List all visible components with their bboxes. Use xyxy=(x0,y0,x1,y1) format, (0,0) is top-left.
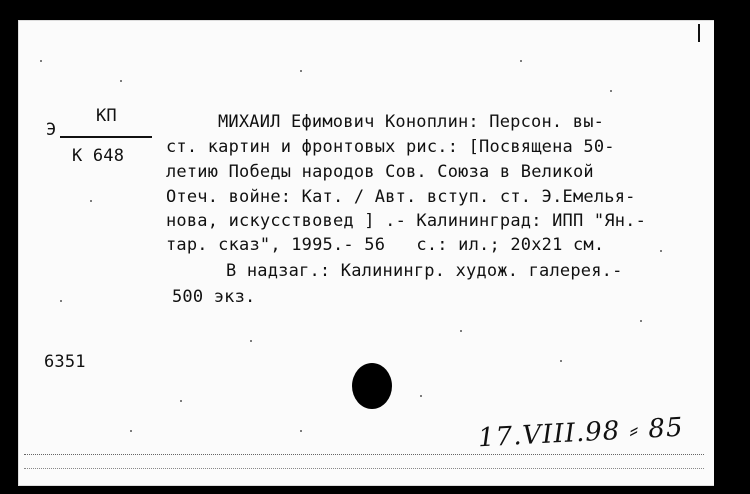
scan-speck xyxy=(250,340,252,342)
card-line-4: Отеч. войне: Кат. / Авт. вступ. ст. Э.Емелья- xyxy=(166,187,636,207)
scan-speck xyxy=(460,330,462,332)
scan-speck xyxy=(560,360,562,362)
inventory-number: 6351 xyxy=(44,352,86,372)
scan-speck xyxy=(40,60,42,62)
scan-speck xyxy=(180,400,182,402)
punch-hole xyxy=(352,363,392,409)
card-line-3: летию Победы народов Сов. Союза в Великой xyxy=(166,162,594,182)
scan-noise-line xyxy=(24,468,704,469)
class-mark-bottom: К 648 xyxy=(72,146,125,166)
scan-noise-line xyxy=(24,454,704,455)
scan-speck xyxy=(520,60,522,62)
card-line-8: 500 экз. xyxy=(172,287,256,307)
card-line-1: МИХАИЛ Ефимович Коноплин: Персон. вы- xyxy=(218,112,605,132)
card-line-5: нова, искусствовед ] .- Калининград: ИПП "Ян.- xyxy=(166,211,647,231)
scan-speck xyxy=(120,80,122,82)
class-mark-top: КП xyxy=(96,106,117,126)
card-line-6: тар. сказ", 1995.- 56 с.: ил.; 20х21 см. xyxy=(166,235,605,255)
scan-speck xyxy=(300,430,302,432)
scan-speck xyxy=(300,70,302,72)
card-line-2: ст. картин и фронтовых рис.: [Посвящена 50- xyxy=(166,137,615,157)
scan-speck xyxy=(130,430,132,432)
scan-speck xyxy=(660,250,662,252)
class-mark-prefix: Э xyxy=(46,120,57,140)
card-line-7: В надзаг.: Калинингр. худож. галерея.- xyxy=(226,261,623,281)
scan-speck xyxy=(90,200,92,202)
scan-speck xyxy=(420,395,422,397)
scan-speck xyxy=(60,300,62,302)
scan-speck xyxy=(640,320,642,322)
handwritten-note: 17.VIII.98 ⸗ 85 xyxy=(477,412,685,454)
class-mark-rule xyxy=(60,136,152,138)
scan-edge xyxy=(714,20,750,494)
corner-mark xyxy=(688,24,700,42)
scan-speck xyxy=(610,90,612,92)
